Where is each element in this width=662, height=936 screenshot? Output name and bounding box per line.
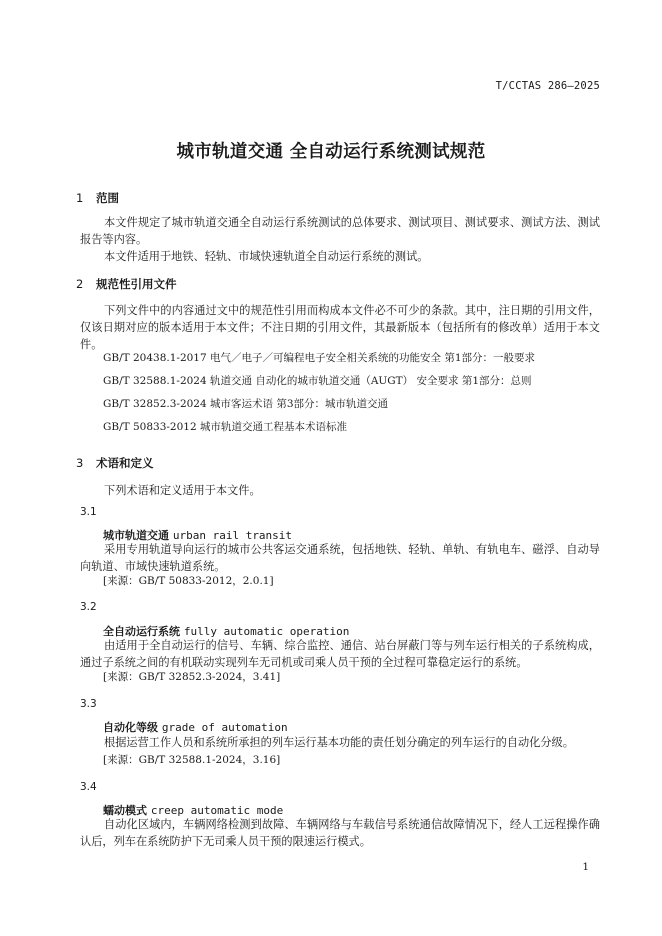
term-english: urban rail transit — [172, 529, 293, 542]
term-heading — [103, 719, 288, 735]
term-definition: 由适用于全自动运行的信号、车辆、综合监控、通信、站台屏蔽门等与列车运行相关的子系统构成，通过子系统之间的有机联动实现列车无司机或司乘人员干预的全过程可靠稳定运行的系统。 — [80, 639, 600, 669]
section-heading-scope — [76, 190, 119, 206]
page-title: 城市轨道交通 全自动运行系统测试规范 — [176, 142, 486, 162]
term-number: 3.4 — [80, 781, 97, 793]
term-number: 3.1 — [80, 506, 97, 518]
term-number: 3.2 — [80, 601, 97, 613]
term-english: creep automatic mode — [150, 804, 284, 817]
section-number: 2 — [76, 277, 84, 291]
terms-intro: 下列术语和定义适用于本文件。 — [104, 484, 261, 497]
section-number: 1 — [76, 191, 84, 205]
reference-item: GB/T 32588.1-2024 轨道交通 自动化的城市轨道交通（AUGT） 安全要求 第1部分：总则 — [103, 375, 532, 387]
reference-item: GB/T 20438.1-2017 电气／电子／可编程电子安全相关系统的功能安全 第1部分：一般要求 — [103, 352, 536, 364]
scope-paragraph-1: 本文件规定了城市轨道交通全自动运行系统测试的总体要求、测试项目、测试要求、测试方法、测试报告等内容。 — [80, 216, 600, 246]
term-definition: 采用专用轨道导向运行的城市公共客运交通系统，包括地铁、轻轨、单轨、有轨电车、磁浮、自动导向轨道、市域快速轨道系统。 — [80, 543, 600, 573]
section-number: 3 — [76, 456, 84, 470]
normative-references-intro: 下列文件中的内容通过文中的规范性引用而构成本文件必不可少的条款。其中，注日期的引用文件，仅该日期对应的版本适用于本文件；不注日期的引用文件，其最新版本（包括所有的修改单）适用于本文件。 — [80, 304, 600, 351]
term-definition: 自动化区域内，车辆网络检测到故障、车辆网络与车载信号系统通信故障情况下，经人工远程操作确认后，列车在系统防护下无司乘人员干预的限速运行模式。 — [80, 818, 600, 848]
term-chinese: 自动化等级 — [103, 721, 158, 734]
term-source: [来源：GB/T 50833-2012，2.0.1] — [103, 575, 274, 587]
section-title: 术语和定义 — [96, 456, 154, 470]
term-chinese: 全自动运行系统 — [103, 625, 180, 638]
document-code: T/CCTAS 286—2025 — [495, 80, 600, 92]
term-english: grade of automation — [161, 721, 288, 734]
page-number: 1 — [582, 861, 589, 873]
term-chinese: 城市轨道交通 — [103, 529, 169, 542]
section-heading-normative-references — [76, 276, 177, 292]
section-title: 规范性引用文件 — [96, 277, 177, 291]
scope-paragraph-2: 本文件适用于地铁、轻轨、市域快速轨道全自动运行系统的测试。 — [104, 250, 429, 263]
term-source: [来源：GB/T 32588.1-2024，3.16] — [103, 754, 281, 766]
reference-item: GB/T 50833-2012 城市轨道交通工程基本术语标准 — [103, 421, 347, 433]
term-chinese: 蠕动模式 — [103, 804, 147, 817]
term-definition: 根据运营工作人员和系统所承担的列车运行基本功能的责任划分确定的列车运行的自动化分级。 — [104, 736, 574, 749]
term-source: [来源：GB/T 32852.3-2024，3.41] — [103, 671, 281, 683]
section-heading-terms-and-definitions — [76, 455, 154, 471]
term-english: fully automatic operation — [183, 625, 350, 638]
section-title: 范围 — [96, 191, 119, 205]
reference-item: GB/T 32852.3-2024 城市客运术语 第3部分：城市轨道交通 — [103, 398, 389, 410]
term-number: 3.3 — [80, 698, 97, 710]
